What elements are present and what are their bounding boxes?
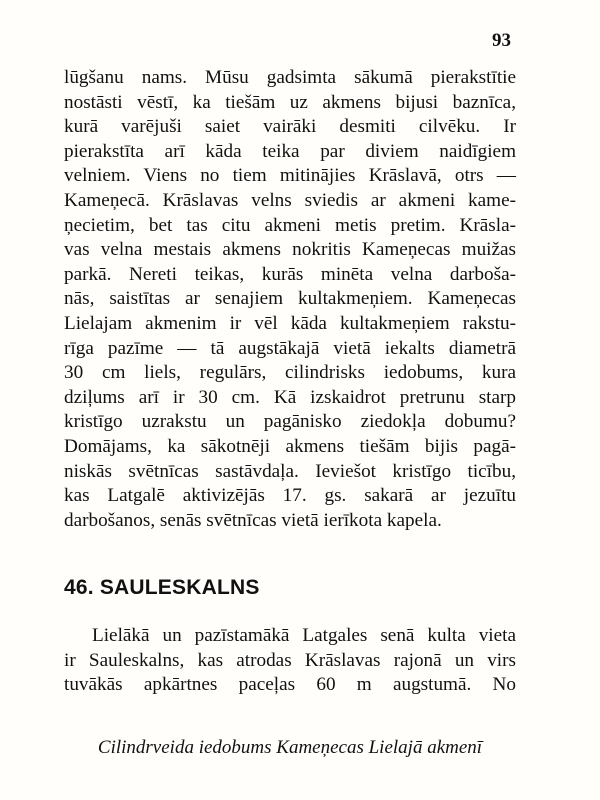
body-line: niskās svētnīcas sastāvdaļa. Ieviešot kristīgo ticību,	[64, 460, 516, 482]
body-line: darbošanos, senās svētnīcas vietā ierīkota kapela.	[64, 509, 442, 531]
body-line: Lielajam akmenim ir vēl kāda kultakmeņiem rakstu-	[64, 312, 516, 334]
body-line: kas Latgalē aktivizējās 17. gs. sakarā ar jezuītu	[64, 485, 516, 507]
body-line: nās, saistītas ar senajiem kultakmeņiem. Kameņecas	[64, 288, 516, 310]
section-line: Lielākā un pazīstamākā Latgales senā kulta vieta	[92, 625, 516, 646]
body-line: kristīgo uzrakstu un pagānisko ziedokļa dobumu?	[64, 411, 516, 433]
section-line: ir Sauleskalns, kas atrodas Krāslavas rajonā un virs	[64, 649, 516, 671]
section-text	[64, 624, 516, 698]
body-line: ņecietim, bet tas citu akmeni metis pretim. Krāsla-	[64, 214, 516, 236]
body-line: dziļums arī ir 30 cm. Kā izskaidrot pretrunu starp	[64, 386, 516, 408]
section-heading: 46. SAULESKALNS	[64, 576, 260, 599]
body-line: kurā varējuši saiet vairāki desmiti cilvēku. Ir	[64, 116, 516, 138]
body-line: Domājams, ka sākotnēji akmens tiešām bijis pagā-	[64, 435, 516, 457]
body-line: velniem. Viens no tiem mitinājies Krāslavā, otrs —	[64, 165, 516, 187]
body-line: pierakstīta arī kāda teika par diviem naidīgiem	[64, 140, 516, 162]
image-caption: Cilindrveida iedobums Kameņecas Lielajā akmenī	[97, 737, 483, 758]
body-line: lūgšanu nams. Mūsu gadsimta sākumā pierakstītie	[64, 67, 516, 88]
body-line: Kameņecā. Krāslavas velns sviedis ar akmeni kame-	[64, 189, 516, 211]
body-text	[64, 66, 516, 533]
page-number: 93	[492, 30, 511, 51]
body-line: parkā. Nereti teikas, kurās minēta velna darboša-	[64, 263, 516, 285]
section-line: tuvākās apkārtnes paceļas 60 m augstumā. No	[64, 674, 516, 696]
body-line: 30 cm liels, regulārs, cilindrisks iedobums, kura	[64, 362, 516, 384]
body-line: vas velna mestais akmens nokritis Kameņecas muižas	[64, 239, 516, 261]
body-line: nostāsti vēstī, ka tiešām uz akmens bijusi baznīca,	[64, 91, 516, 113]
body-line: rīga pazīme — tā augstākajā vietā iekalts diametrā	[64, 337, 516, 359]
